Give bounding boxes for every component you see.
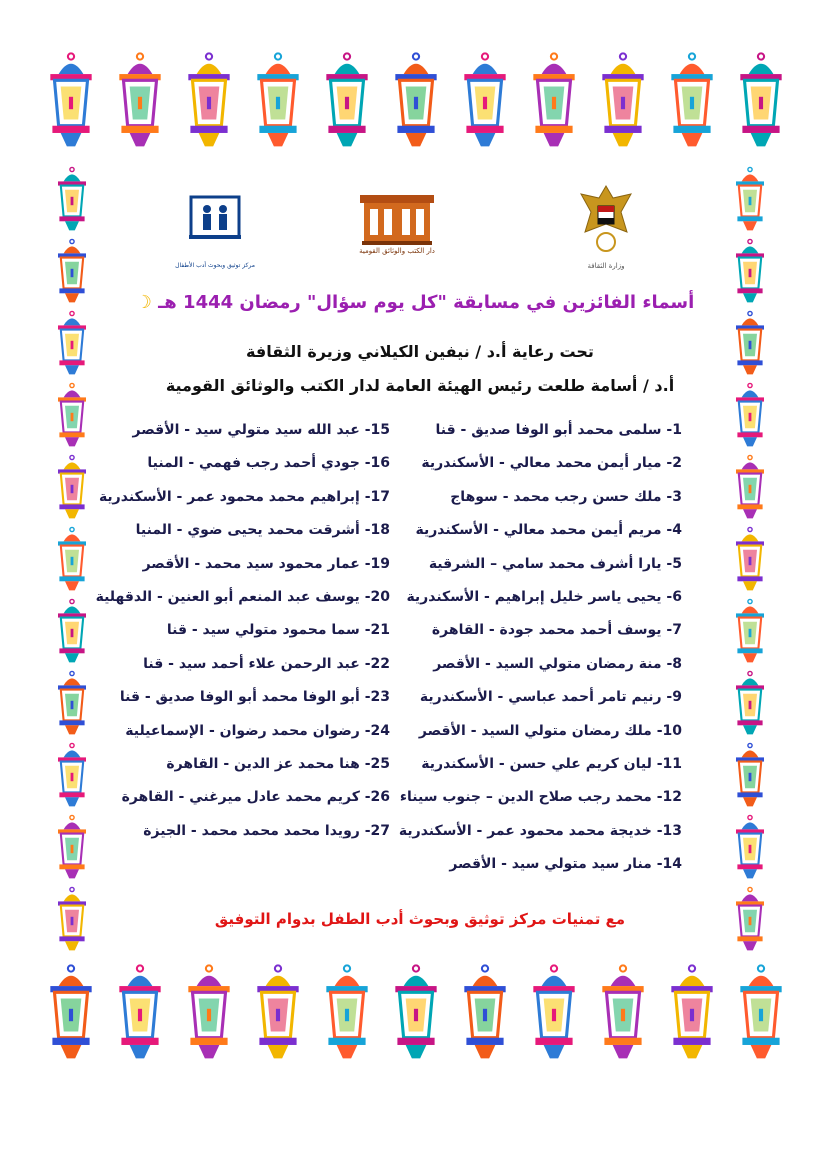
lantern-icon bbox=[109, 960, 171, 1070]
lantern-icon bbox=[40, 814, 104, 884]
ministry-of-culture-logo bbox=[573, 182, 639, 262]
lantern-icon bbox=[718, 238, 782, 308]
lantern-icon bbox=[178, 960, 240, 1070]
winner-row: 2- ميار أيمن محمد معالي - الأسكندرية bbox=[421, 455, 682, 472]
winners-list-right bbox=[392, 414, 682, 881]
winner-row: 24- رضوان محمد رضوان - الإسماعيلية bbox=[125, 722, 390, 739]
lantern-icon bbox=[247, 960, 309, 1070]
lantern-icon bbox=[40, 742, 104, 812]
patron-line: تحت رعاية أ.د / نيفين الكيلاني وزيرة الثقافة bbox=[246, 342, 594, 361]
lantern-icon bbox=[40, 454, 104, 524]
lantern-icon bbox=[718, 166, 782, 236]
winner-row: 6- يحيى ياسر خليل إبراهيم - الأسكندرية bbox=[406, 588, 682, 605]
winner-row: 9- رنيم تامر أحمد عباسي - الأسكندرية bbox=[419, 689, 682, 706]
closing-message: مع تمنيات مركز توثيق وبحوث أدب الطفل بدوام التوفيق bbox=[214, 910, 626, 928]
winner-row: 21- سما محمود متولي سيد - قنا bbox=[166, 622, 390, 639]
winner-row: 22- عبد الرحمن علاء أحمد سيد - قنا bbox=[143, 655, 390, 672]
lantern-icon bbox=[523, 960, 585, 1070]
lantern-icon bbox=[40, 526, 104, 596]
winner-row: 27- رويدا محمد محمد محمد - الجيزة bbox=[143, 822, 390, 839]
lantern-icon bbox=[385, 960, 447, 1070]
lantern-icon bbox=[385, 48, 447, 158]
lantern-icon bbox=[661, 48, 723, 158]
winner-row: 20- يوسف عبد المنعم أبو العنين - الدقهلية bbox=[95, 588, 390, 605]
lantern-icon bbox=[40, 238, 104, 308]
winner-row: 12- محمد رجب صلاح الدين – جنوب سيناء bbox=[399, 789, 682, 806]
lantern-icon bbox=[316, 48, 378, 158]
winner-row: 3- ملك حسن رجب محمد - سوهاج bbox=[450, 488, 682, 505]
lantern-icon bbox=[718, 454, 782, 524]
lantern-icon bbox=[40, 310, 104, 380]
winner-row: 19- عمار محمود سيد محمد - الأقصر bbox=[142, 555, 390, 572]
lantern-icon bbox=[40, 598, 104, 668]
lantern-icon bbox=[523, 48, 585, 158]
winner-row: 11- ليان كريم علي حسن - الأسكندرية bbox=[421, 755, 682, 772]
winner-row: 13- خديجة محمد محمود عمر - الأسكندرية bbox=[398, 822, 682, 839]
lantern-icon bbox=[40, 886, 104, 956]
lantern-icon bbox=[454, 960, 516, 1070]
lantern-icon bbox=[730, 48, 792, 158]
winner-row: 7- يوسف أحمد محمد جودة - القاهرة bbox=[431, 622, 682, 639]
ministry-logo-caption: وزارة الثقافة bbox=[587, 262, 625, 270]
lantern-icon bbox=[718, 310, 782, 380]
lantern-icon bbox=[454, 48, 516, 158]
lantern-icon bbox=[40, 166, 104, 236]
lantern-icon bbox=[109, 48, 171, 158]
winner-row: 26- كريم محمد عادل ميرغني - القاهرة bbox=[121, 789, 390, 806]
winner-row: 1- سلمى محمد أبو الوفا صديق - قنا bbox=[435, 422, 682, 438]
lantern-icon bbox=[178, 48, 240, 158]
lantern-icon bbox=[592, 960, 654, 1070]
winner-row: 18- أشرقت محمد يحيى ضوي - المنيا bbox=[135, 522, 390, 539]
lantern-icon bbox=[718, 670, 782, 740]
winner-row: 8- منة رمضان متولي السيد - الأقصر bbox=[433, 655, 682, 672]
lantern-icon bbox=[718, 526, 782, 596]
winner-row: 23- أبو الوفا محمد أبو الوفا صديق - قنا bbox=[119, 689, 390, 706]
winner-row: 25- هنا محمد عز الدين - القاهرة bbox=[166, 755, 390, 772]
lantern-icon bbox=[40, 960, 102, 1070]
lantern-icon bbox=[247, 48, 309, 158]
center-logo-caption: مركز توثيق وبحوث أدب الأطفال bbox=[175, 262, 255, 269]
lantern-icon bbox=[718, 814, 782, 884]
winner-row: 16- جودي أحمد رجب فهمي - المنيا bbox=[147, 455, 390, 472]
winner-row: 14- منار سيد متولي سيد - الأقصر bbox=[449, 856, 682, 873]
lantern-icon bbox=[316, 960, 378, 1070]
lantern-icon bbox=[661, 960, 723, 1070]
library-logo-caption: دار الكتب والوثائق القومية bbox=[359, 247, 435, 255]
lantern-icon bbox=[40, 382, 104, 452]
lantern-icon bbox=[592, 48, 654, 158]
lantern-icon bbox=[40, 48, 102, 158]
winner-row: 5- يارا أشرف محمد سامي – الشرقية bbox=[428, 555, 682, 572]
chairman-line: أ.د / أسامة طلعت رئيس الهيئة العامة لدار الكتب والوثائق القومية bbox=[165, 376, 675, 395]
winner-row: 4- مريم أيمن محمد معالي - الأسكندرية bbox=[415, 522, 682, 539]
winner-row: 15- عبد الله سيد متولي سيد - الأقصر bbox=[132, 422, 390, 438]
lantern-icon bbox=[718, 598, 782, 668]
lantern-icon bbox=[730, 960, 792, 1070]
lantern-icon bbox=[718, 382, 782, 452]
crescent-moon-icon: ☽ bbox=[135, 292, 152, 313]
lantern-icon bbox=[718, 886, 782, 956]
lantern-icon bbox=[40, 670, 104, 740]
winner-row: 17- إبراهيم محمد محمود عمر - الأسكندرية bbox=[98, 488, 390, 505]
title-text: أسماء الفائزين في مسابقة "كل يوم سؤال" رمضان 1444 هـ bbox=[158, 292, 695, 313]
child-literature-center-logo bbox=[185, 195, 245, 263]
winners-list-left bbox=[90, 414, 390, 848]
page-title bbox=[120, 292, 710, 313]
lantern-icon bbox=[718, 742, 782, 812]
winner-row: 10- ملك رمضان متولي السيد - الأقصر bbox=[418, 722, 682, 739]
